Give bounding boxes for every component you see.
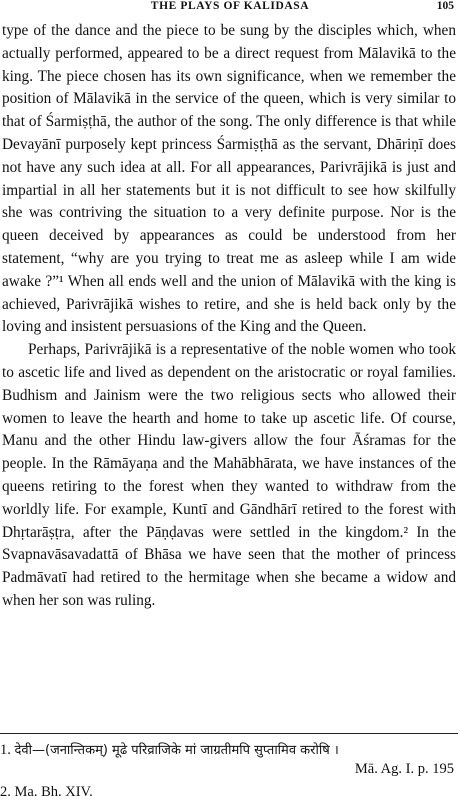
paragraph-2: Perhaps, Parivrājikā is a representative of the noble women who took to ascetic life and lived as dependent on the aristocratic or royal families. Budhism and Jainism were the two religious sects who allowed their women to leave the hearth and home to take up ascetic life. Of course, Manu and the other Hindu law-givers allow the four Āśramas for the people. In the Rāmāyaṇa and the Mahābhārata, we have instances of the queens retiring to the forest when they wanted to withdraw from the worldly life. For example, Kuntī and Gāndhārī retired to the forest with Dhṛtarāṣṭra, after the Pāṇḍavas were settled in the kingdom.² In the Svapnavāsavadattā of Bhāsa we have seen that the mother of princess Padmāvatī had retired to the hermitage when she became a widow and when her son was ruling. (2, 341, 456, 609)
footnote-2-text: Ma. Bh. XIV. (14, 784, 93, 800)
footnote-1 (0, 740, 339, 761)
footnote-1-reference: Mā. Ag. I. p. 195 (354, 761, 454, 777)
running-title: THE PLAYS OF KALIDASA (150, 0, 310, 12)
page-number: 105 (436, 0, 454, 12)
footnote-1-text: देवी—(जनान्तिकम्) मूढे परिव्राजिके मां जाग्रतीमपि सुप्तामिव करोषि । (14, 743, 339, 758)
body-text (2, 20, 456, 613)
footnote-divider (0, 733, 458, 734)
paragraph-1: type of the dance and the piece to be sung by the disciples which, when actually performed, appeared to be a direct request from Mālavikā to the king. The piece chosen has its own significance, when we remember the position of Mālavikā in the service of the queen, which is very similar to that of Śarmiṣṭhā, the author of the song. The only difference is that while Devayānī purposely kept princess Śarmiṣṭhā as the servant, Dhāriṇī does not have any such idea at all. For all appearances, Parivrājikā is just and impartial in all her statements but it is not difficult to see how skilfully she was contriving the situation to a very definite purpose. Nor is the queen deceived by appearances as could be understood from her statement, “why are you trying to treat me as asleep while I am wide awake ?”¹ When all ends well and the union of Mālavikā with the king is achieved, Parivrājikā wishes to retire, and she is held back only by the loving and insistent persuasions of the King and the Queen. (2, 22, 456, 336)
footnote-1-number: 1. (0, 742, 11, 758)
page-header (0, 0, 460, 18)
footnote-2 (0, 782, 93, 802)
footnote-2-number: 2. (0, 784, 11, 800)
